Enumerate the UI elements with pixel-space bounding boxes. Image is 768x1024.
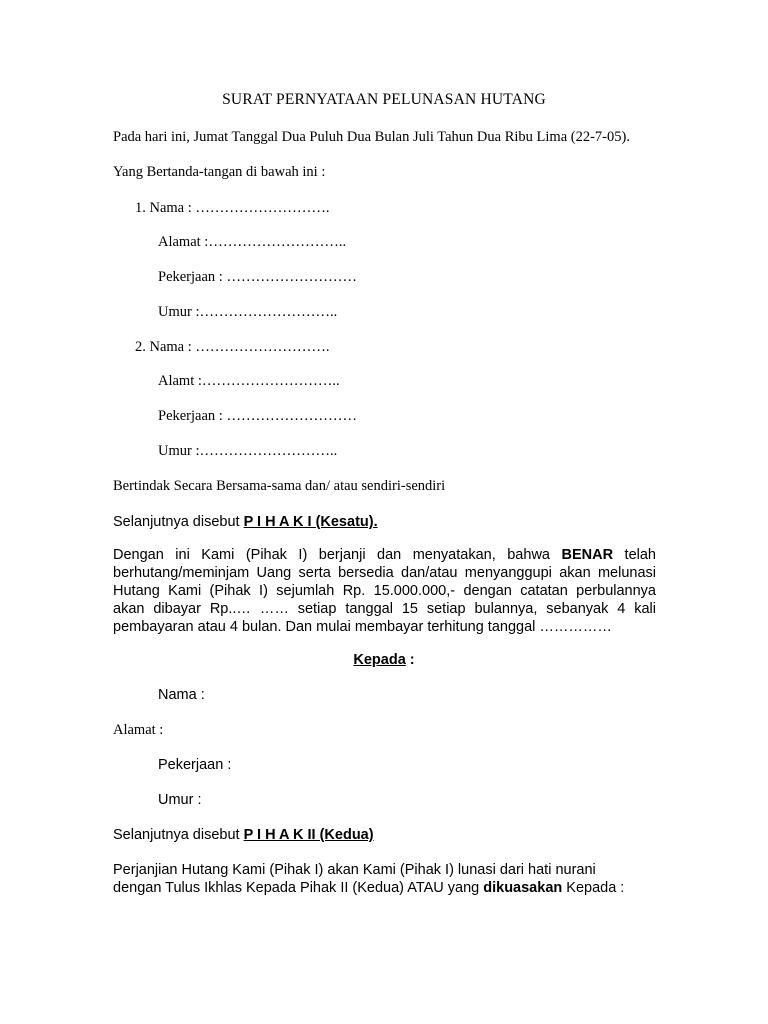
party1-umur: Umur :……………………….. bbox=[158, 304, 338, 320]
closing-line-2a: dengan Tulus Ikhlas Kepada Pihak II (Kedua) ATAU yang bbox=[113, 880, 484, 896]
party1-nama: 1. Nama : ………………………. bbox=[135, 200, 330, 216]
pihak1-line bbox=[113, 513, 378, 531]
kepada-label: Kepada bbox=[353, 652, 406, 668]
pihak1-label: P I H A K I (Kesatu). bbox=[243, 514, 378, 530]
kepada-heading bbox=[0, 651, 768, 669]
recipient-nama: Nama : bbox=[158, 687, 205, 703]
recipient-umur: Umur : bbox=[158, 792, 202, 808]
party1-pekerjaan: Pekerjaan : ……………………… bbox=[158, 269, 357, 285]
agreement-line-1 bbox=[113, 546, 656, 564]
recipient-pekerjaan: Pekerjaan : bbox=[158, 757, 232, 773]
pihak2-prefix: Selanjutnya disebut bbox=[113, 827, 244, 843]
closing-line-1: Perjanjian Hutang Kami (Pihak I) akan Kami (Pihak I) lunasi dari hati nurani bbox=[113, 862, 596, 878]
intro-paragraph: Pada hari ini, Jumat Tanggal Dua Puluh Dua Bulan Juli Tahun Dua Ribu Lima (22-7-05). bbox=[113, 129, 630, 145]
party1-alamat: Alamat :……………………….. bbox=[158, 234, 347, 250]
closing-line-2 bbox=[113, 879, 624, 897]
pihak2-label: P I H A K II (Kedua) bbox=[243, 827, 374, 843]
agreement-benar: BENAR bbox=[561, 547, 614, 563]
agreement-line-1a: Dengan ini Kami (Pihak I) berjanji dan menyatakan, bahwa bbox=[113, 547, 562, 563]
closing-line-2b: Kepada : bbox=[562, 880, 625, 896]
document-title: SURAT PERNYATAAN PELUNASAN HUTANG bbox=[222, 91, 546, 108]
party2-alamat: Alamt :……………………….. bbox=[158, 373, 340, 389]
agreement-line-3: Hutang Kami (Pihak I) sejumlah Rp. 15.000.000,- dengan catatan perbulannya bbox=[113, 583, 656, 599]
pihak1-prefix: Selanjutnya disebut bbox=[113, 514, 244, 530]
agreement-line-1b: telah bbox=[613, 547, 656, 563]
agreement-line-4: akan dibayar Rp..… …… setiap tanggal 15 setiap bulannya, sebanyak 4 kali bbox=[113, 601, 656, 617]
pihak2-line bbox=[113, 826, 374, 844]
party2-umur: Umur :……………………….. bbox=[158, 443, 338, 459]
recipient-alamat: Alamat : bbox=[113, 722, 164, 738]
signed-below-text: Yang Bertanda-tangan di bawah ini : bbox=[113, 164, 326, 180]
agreement-line-2: berhutang/meminjam Uang serta bersedia dan/atau menyanggupi akan melunasi bbox=[113, 565, 656, 581]
kepada-colon: : bbox=[405, 652, 415, 668]
agreement-line-5: pembayaran atau 4 bulan. Dan mulai membayar terhitung tanggal …………… bbox=[113, 619, 612, 635]
closing-dikuasakan: dikuasakan bbox=[483, 880, 563, 896]
party2-pekerjaan: Pekerjaan : ……………………… bbox=[158, 408, 357, 424]
acting-statement: Bertindak Secara Bersama-sama dan/ atau sendiri-sendiri bbox=[113, 478, 446, 494]
party2-nama: 2. Nama : ………………………. bbox=[135, 339, 330, 355]
